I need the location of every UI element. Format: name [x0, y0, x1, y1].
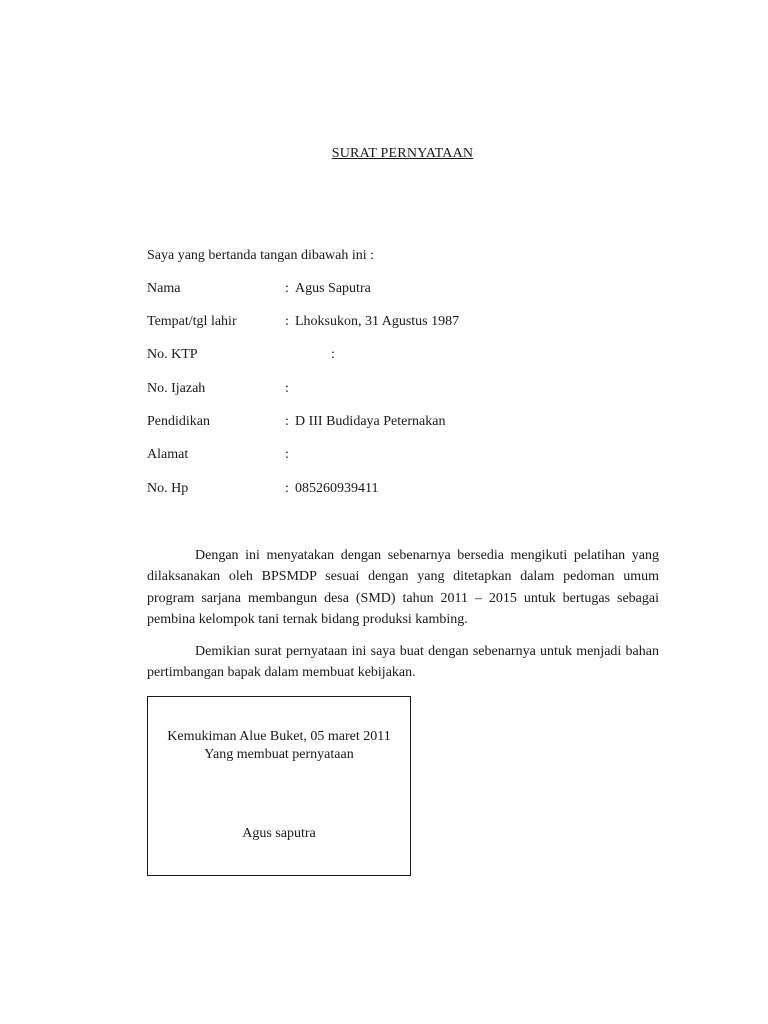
- field-colon: :: [331, 347, 335, 362]
- signature-role: Yang membuat pernyataan: [204, 747, 354, 762]
- closing-paragraph: Demikian surat pernyataan ini saya buat dengan sebenarnya untuk menjadi bahan pertimbangan bapak dalam membuat kebijakan.: [147, 644, 659, 681]
- field-colon: :: [285, 314, 289, 329]
- field-colon: :: [285, 281, 289, 296]
- intro-text: Saya yang bertanda tangan dibawah ini :: [147, 248, 375, 263]
- signature-place-date: Kemukiman Alue Buket, 05 maret 2011: [167, 729, 391, 744]
- document-title: SURAT PERNYATAAN: [331, 146, 474, 161]
- signature-box: [147, 696, 411, 876]
- field-label: Alamat: [147, 447, 189, 462]
- field-label: No. Ijazah: [147, 381, 206, 396]
- field-label: Pendidikan: [147, 414, 210, 429]
- field-colon: :: [285, 414, 289, 429]
- field-value: 085260939411: [295, 481, 379, 496]
- field-label: Nama: [147, 281, 181, 296]
- signature-name: Agus saputra: [242, 826, 316, 841]
- field-label: No. Hp: [147, 481, 189, 496]
- field-label: No. KTP: [147, 347, 198, 362]
- field-colon: :: [285, 381, 289, 396]
- field-value: Lhoksukon, 31 Agustus 1987: [295, 314, 460, 329]
- field-colon: :: [285, 447, 289, 462]
- statement-paragraph: Dengan ini menyatakan dengan sebenarnya bersedia mengikuti pelatihan yang dilaksanakan oleh BPSMDP sesuai dengan yang ditetapkan dalam pedoman umum program sarjana membangun desa (SMD) tahun 2011 – 2015 untuk bertugas sebagai pembina kelompok tani ternak bidang produksi kambing.: [147, 548, 659, 627]
- field-value: Agus Saputra: [295, 281, 371, 296]
- field-value: D III Budidaya Peternakan: [295, 414, 446, 429]
- field-colon: :: [285, 481, 289, 496]
- field-label: Tempat/tgl lahir: [147, 314, 237, 329]
